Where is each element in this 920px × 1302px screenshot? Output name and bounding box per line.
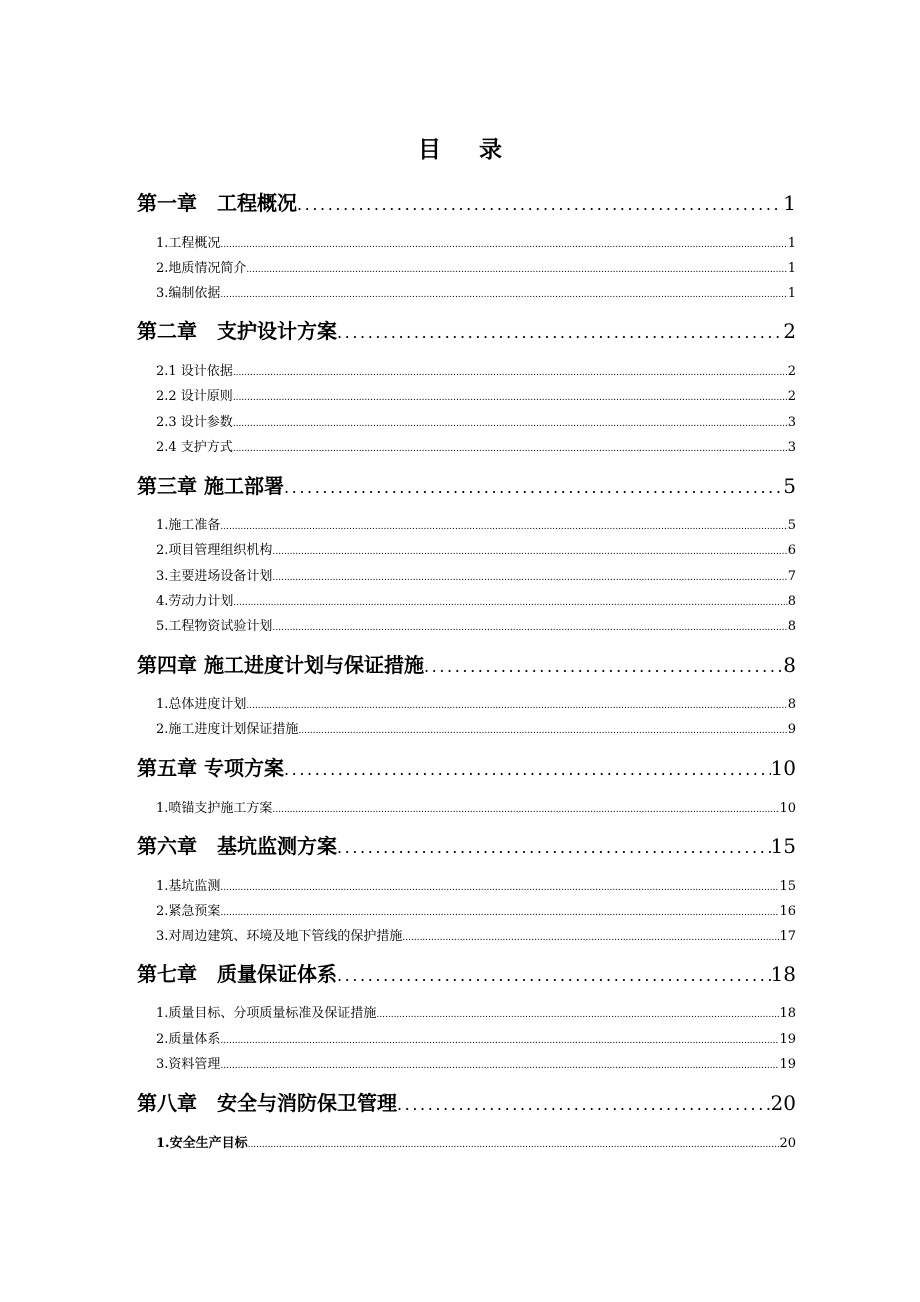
toc-chapter-6[interactable]	[137, 830, 796, 858]
page-number: 1	[787, 236, 796, 251]
page-number: 1	[783, 191, 796, 215]
dot-leader	[402, 933, 779, 943]
toc-section[interactable]	[156, 1028, 796, 1046]
toc-chapter-1[interactable]	[137, 187, 796, 215]
section-label: 4.劳动力计划	[156, 594, 234, 609]
dot-leader	[233, 444, 788, 454]
dot-leader	[272, 805, 779, 815]
page-number: 18	[770, 962, 796, 986]
section-label: 1.施工准备	[156, 518, 221, 533]
dot-leader	[220, 908, 779, 918]
section-label: 3.主要进场设备计划	[156, 569, 273, 584]
page-number: 19	[779, 1032, 796, 1047]
section-label: 2.3 设计参数	[156, 415, 233, 430]
dot-leader	[424, 657, 783, 676]
toc-section[interactable]	[156, 718, 796, 736]
toc-section[interactable]	[156, 693, 796, 711]
dot-leader	[233, 393, 788, 403]
page-number: 8	[783, 653, 796, 677]
section-label: 2.地质情况简介	[156, 261, 247, 276]
toc-section[interactable]	[156, 257, 796, 275]
page-number: 10	[770, 756, 796, 780]
toc-section[interactable]	[156, 590, 796, 608]
dot-leader	[233, 419, 788, 429]
dot-leader	[233, 598, 787, 608]
section-label: 2.1 设计依据	[156, 364, 233, 379]
toc-chapter-3[interactable]	[137, 470, 796, 498]
toc-section[interactable]	[156, 615, 796, 633]
chapter-label: 第一章 工程概况	[137, 191, 297, 215]
page-number: 1	[787, 286, 796, 301]
chapter-label: 第二章 支护设计方案	[137, 319, 337, 343]
section-label: 1.基坑监测	[156, 879, 221, 894]
page-number: 19	[779, 1057, 796, 1072]
page-number: 8	[787, 619, 796, 634]
section-label: 2.施工进度计划保证措施	[156, 722, 299, 737]
page-number: 18	[779, 1006, 796, 1021]
dot-leader	[220, 240, 787, 250]
chapter-label: 第五章 专项方案	[137, 756, 284, 780]
toc-section[interactable]	[156, 1132, 796, 1150]
dot-leader	[220, 1036, 779, 1046]
dot-leader	[284, 760, 771, 779]
section-label: 2.项目管理组织机构	[156, 543, 273, 558]
toc-section[interactable]	[156, 797, 796, 815]
page-number: 8	[787, 697, 796, 712]
page-number: 2	[787, 364, 796, 379]
page-number: 7	[787, 569, 796, 584]
page-number: 20	[770, 1091, 796, 1115]
section-label: 1.工程概况	[156, 236, 221, 251]
section-label: 2.4 支护方式	[156, 440, 233, 455]
chapter-label: 第八章 安全与消防保卫管理	[137, 1091, 397, 1115]
toc-section[interactable]	[156, 565, 796, 583]
toc-section[interactable]	[156, 1002, 796, 1020]
dot-leader	[233, 368, 788, 378]
toc-section[interactable]	[156, 900, 796, 918]
section-label: 3.资料管理	[156, 1057, 221, 1072]
page-number: 2	[787, 389, 796, 404]
section-label: 1.安全生产目标	[156, 1136, 248, 1151]
page-number: 2	[783, 319, 796, 343]
toc-section[interactable]	[156, 436, 796, 454]
toc-section[interactable]	[156, 539, 796, 557]
toc-title-right: 录	[479, 136, 502, 163]
section-label: 1.总体进度计划	[156, 697, 247, 712]
dot-leader	[272, 623, 787, 633]
toc-section[interactable]	[156, 360, 796, 378]
section-label: 1.喷锚支护施工方案	[156, 801, 273, 816]
toc-title	[0, 131, 920, 164]
toc-title-left: 目	[418, 136, 441, 163]
toc-section[interactable]	[156, 282, 796, 300]
chapter-label: 第六章 基坑监测方案	[137, 834, 337, 858]
section-label: 2.质量体系	[156, 1032, 221, 1047]
dot-leader	[397, 1095, 771, 1114]
section-label: 2.2 设计原则	[156, 389, 233, 404]
page-number: 1	[787, 261, 796, 276]
toc-section[interactable]	[156, 411, 796, 429]
toc-chapter-5[interactable]	[137, 752, 796, 780]
dot-leader	[284, 478, 783, 497]
page-number: 8	[787, 594, 796, 609]
dot-leader	[220, 883, 779, 893]
dot-leader	[376, 1010, 779, 1020]
dot-leader	[337, 966, 771, 985]
dot-leader	[220, 290, 787, 300]
page-number: 16	[779, 904, 796, 919]
toc-section[interactable]	[156, 875, 796, 893]
section-label: 5.工程物资试验计划	[156, 619, 273, 634]
dot-leader	[246, 701, 787, 711]
dot-leader	[298, 726, 787, 736]
page-number: 5	[787, 518, 796, 533]
toc-section[interactable]	[156, 925, 796, 943]
toc-section[interactable]	[156, 1053, 796, 1071]
page-number: 6	[787, 543, 796, 558]
toc-chapter-4[interactable]	[137, 649, 796, 677]
toc-chapter-2[interactable]	[137, 315, 796, 343]
page-number: 3	[787, 415, 796, 430]
section-label: 3.编制依据	[156, 286, 221, 301]
page-number: 17	[779, 929, 796, 944]
toc-chapter-7[interactable]	[137, 958, 796, 986]
page-number: 20	[779, 1136, 796, 1151]
section-label: 3.对周边建筑、环境及地下管线的保护措施	[156, 929, 403, 944]
dot-leader	[337, 323, 783, 342]
section-label: 2.紧急预案	[156, 904, 221, 919]
page-number: 15	[779, 879, 796, 894]
chapter-label: 第七章 质量保证体系	[137, 962, 337, 986]
dot-leader	[297, 195, 783, 214]
dot-leader	[337, 838, 771, 857]
dot-leader	[220, 522, 787, 532]
page-number: 5	[783, 474, 796, 498]
dot-leader	[220, 1061, 779, 1071]
chapter-label: 第三章 施工部署	[137, 474, 284, 498]
dot-leader	[246, 265, 787, 275]
dot-leader	[272, 573, 787, 583]
page-number: 3	[787, 440, 796, 455]
page-number: 10	[779, 801, 796, 816]
toc-chapter-8[interactable]	[137, 1087, 796, 1115]
chapter-label: 第四章 施工进度计划与保证措施	[137, 653, 424, 677]
page-number: 15	[770, 834, 796, 858]
toc-section[interactable]	[156, 232, 796, 250]
dot-leader	[248, 1140, 780, 1150]
toc-section[interactable]	[156, 514, 796, 532]
toc-section[interactable]	[156, 385, 796, 403]
dot-leader	[272, 547, 787, 557]
section-label: 1.质量目标、分项质量标准及保证措施	[156, 1006, 377, 1021]
page-number: 9	[787, 722, 796, 737]
